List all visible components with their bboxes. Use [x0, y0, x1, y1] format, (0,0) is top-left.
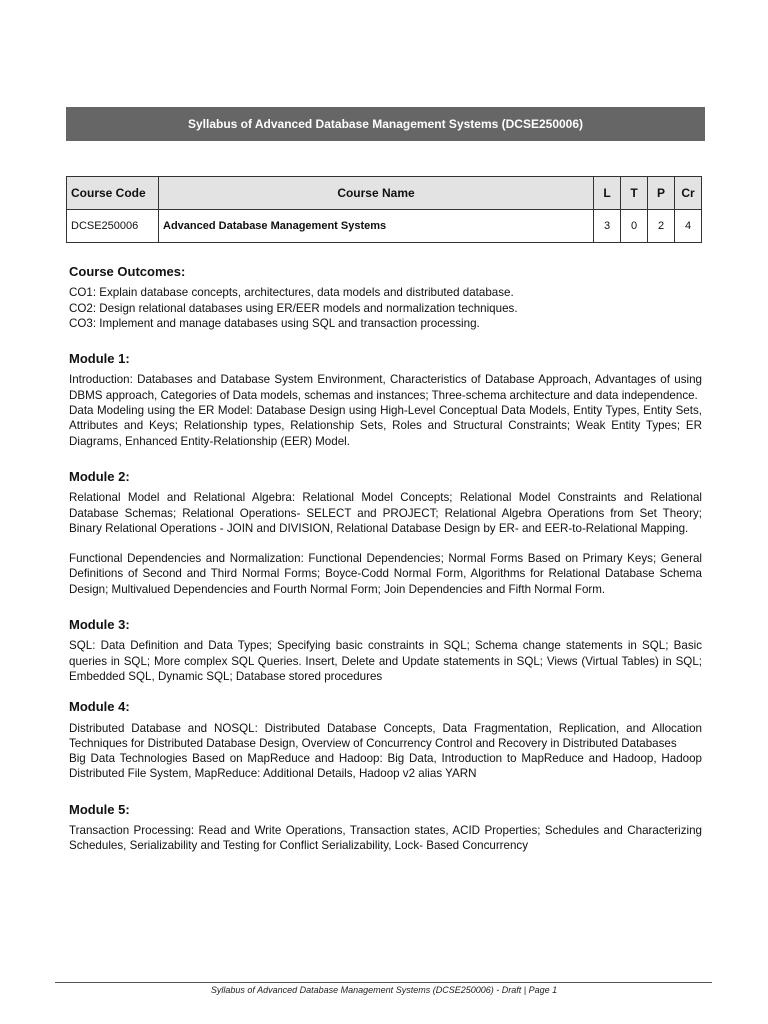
course-outcome-1: CO1: Explain database concepts, architectures, data models and distributed database.	[69, 286, 514, 300]
course-table	[66, 176, 702, 243]
module-3-heading: Module 3:	[69, 617, 130, 633]
cr-value: 4	[675, 210, 702, 243]
page-footer: Syllabus of Advanced Database Management Systems (DCSE250006) - Draft | Page 1	[210, 985, 558, 995]
module-3-para-1: SQL: Data Definition and Data Types; Specifying basic constraints in SQL; Schema change statements in SQL; Basic queries in SQL; More complex SQL Queries. Insert, Delete and Update statements in SQL; Views (Virtual Tables) in SQL; Embedded SQL, Dynamic SQL; Database stored procedures	[69, 639, 702, 683]
module-5-para-1: Transaction Processing: Read and Write Operations, Transaction states, ACID Properties; Schedules and Characterizing Schedules, Serializability and Testing for Conflict Serializability, Lock- Based Concurrency	[69, 824, 702, 853]
module-5-heading: Module 5:	[69, 801, 130, 817]
module-2-heading: Module 2:	[69, 468, 130, 484]
syllabus-title: Syllabus of Advanced Database Management Systems (DCSE250006)	[66, 107, 705, 141]
t-value: 0	[621, 210, 648, 243]
module-1-para-2: Data Modeling using the ER Model: Database Design using High-Level Conceptual Data Models, Entity Types, Entity Sets, Attributes and Keys; Relationship types, Relationship Sets, Roles and Structural Constraints; Weak Entity Types; ER Diagrams, Enhanced Entity-Relationship (EER) Model.	[69, 404, 702, 448]
module-2-para-1: Relational Model and Relational Algebra: Relational Model Concepts; Relational Model Constraints and Relational Database Schemas; Relational Operations- SELECT and PROJECT; Relational Algebra Operations from Set Theory; Binary Relational Operations - JOIN and DIVISION, Relational Database Design by ER- and EER-to-Relational Mapping.	[69, 491, 702, 535]
course-table-row	[67, 210, 702, 243]
module-1-heading: Module 1:	[69, 351, 130, 367]
header-p: P	[648, 177, 675, 210]
module-4-para-1: Distributed Database and NOSQL: Distributed Database Concepts, Data Fragmentation, Replication, and Allocation Techniques for Distributed Database Design, Overview of Concurrency Control and Recovery in Distributed Databases	[69, 721, 702, 750]
footer-divider	[55, 982, 712, 983]
course-name-value: Advanced Database Management Systems	[159, 210, 594, 243]
module-4-heading: Module 4:	[69, 699, 130, 715]
header-cr: Cr	[675, 177, 702, 210]
header-t: T	[621, 177, 648, 210]
module-4-para-2: Big Data Technologies Based on MapReduce and Hadoop: Big Data, Introduction to MapReduce and Hadoop, Hadoop Distributed File System, MapReduce: Additional Details, Hadoop v2 alias YARN	[69, 752, 702, 781]
header-course-code: Course Code	[67, 177, 159, 210]
course-outcomes-heading: Course Outcomes:	[69, 264, 186, 279]
course-outcome-3: CO3: Implement and manage databases using SQL and transaction processing.	[69, 316, 480, 330]
module-1-para-1: Introduction: Databases and Database System Environment, Characteristics of Database Approach, Advantages of using DBMS approach, Categories of Data models, schemas and instances; Three-schema architecture and data independence.	[69, 373, 702, 402]
l-value: 3	[594, 210, 621, 243]
header-course-name: Course Name	[159, 177, 594, 210]
course-code-value: DCSE250006	[67, 210, 159, 243]
course-outcome-2: CO2: Design relational databases using ER/EER models and normalization techniques.	[69, 301, 518, 315]
course-table-header-row	[67, 177, 702, 210]
p-value: 2	[648, 210, 675, 243]
module-2-para-2: Functional Dependencies and Normalization: Functional Dependencies; Normal Forms Based on Primary Keys; General Definitions of Second and Third Normal Forms; Boyce-Codd Normal Form, Algorithms for Relational Database Schema Design; Multivalued Dependencies and Fourth Normal Form; Join Dependencies and Fifth Normal Form.	[69, 552, 702, 596]
header-l: L	[594, 177, 621, 210]
syllabus-content	[69, 264, 702, 854]
